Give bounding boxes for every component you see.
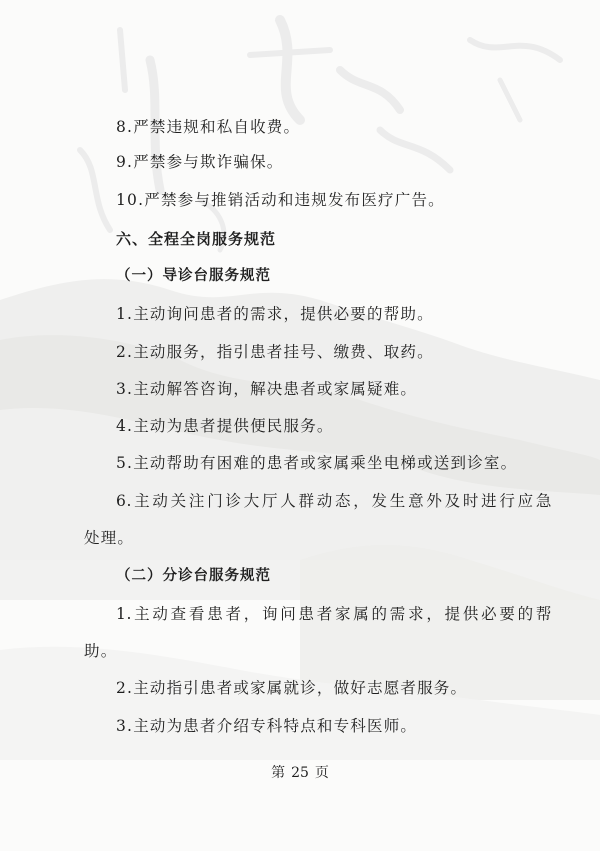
guide-desk-item-2: 2.主动服务，指引患者挂号、缴费、取药。 xyxy=(116,343,434,361)
triage-desk-item-2: 2.主动指引患者或家属就诊，做好志愿者服务。 xyxy=(116,679,468,697)
page-label-suffix: 页 xyxy=(314,765,329,781)
subsection-heading-triage-desk: （二）分诊台服务规范 xyxy=(116,568,271,584)
triage-desk-item-3: 3.主动为患者介绍专科特点和专科医师。 xyxy=(116,717,418,735)
triage-desk-item-1-continued: 助。 xyxy=(84,642,118,660)
guide-desk-item-1: 1.主动询问患者的需求，提供必要的帮助。 xyxy=(116,305,434,323)
triage-desk-item-1: 1.主动查看患者，询问患者家属的需求，提供必要的帮 xyxy=(116,605,552,623)
rule-item-9: 9.严禁参与欺诈骗保。 xyxy=(116,153,284,171)
subsection-heading-guide-desk: （一）导诊台服务规范 xyxy=(116,268,271,284)
page-number: 25 xyxy=(291,765,309,781)
guide-desk-item-4: 4.主动为患者提供便民服务。 xyxy=(116,417,334,435)
guide-desk-item-5: 5.主动帮助有困难的患者或家属乘坐电梯或送到诊室。 xyxy=(116,454,518,472)
section-heading: 六、全程全岗服务规范 xyxy=(116,230,277,248)
rule-item-10: 10.严禁参与推销活动和违规发布医疗广告。 xyxy=(116,191,445,209)
guide-desk-item-6: 6.主动关注门诊大厅人群动态，发生意外及时进行应急 xyxy=(116,492,552,510)
page-footer xyxy=(0,762,600,782)
guide-desk-item-6-continued: 处理。 xyxy=(84,529,135,547)
guide-desk-item-3: 3.主动解答咨询，解决患者或家属疑难。 xyxy=(116,380,418,398)
page-label-prefix: 第 xyxy=(271,765,286,781)
rule-item-8: 8.严禁违规和私自收费。 xyxy=(116,118,301,136)
